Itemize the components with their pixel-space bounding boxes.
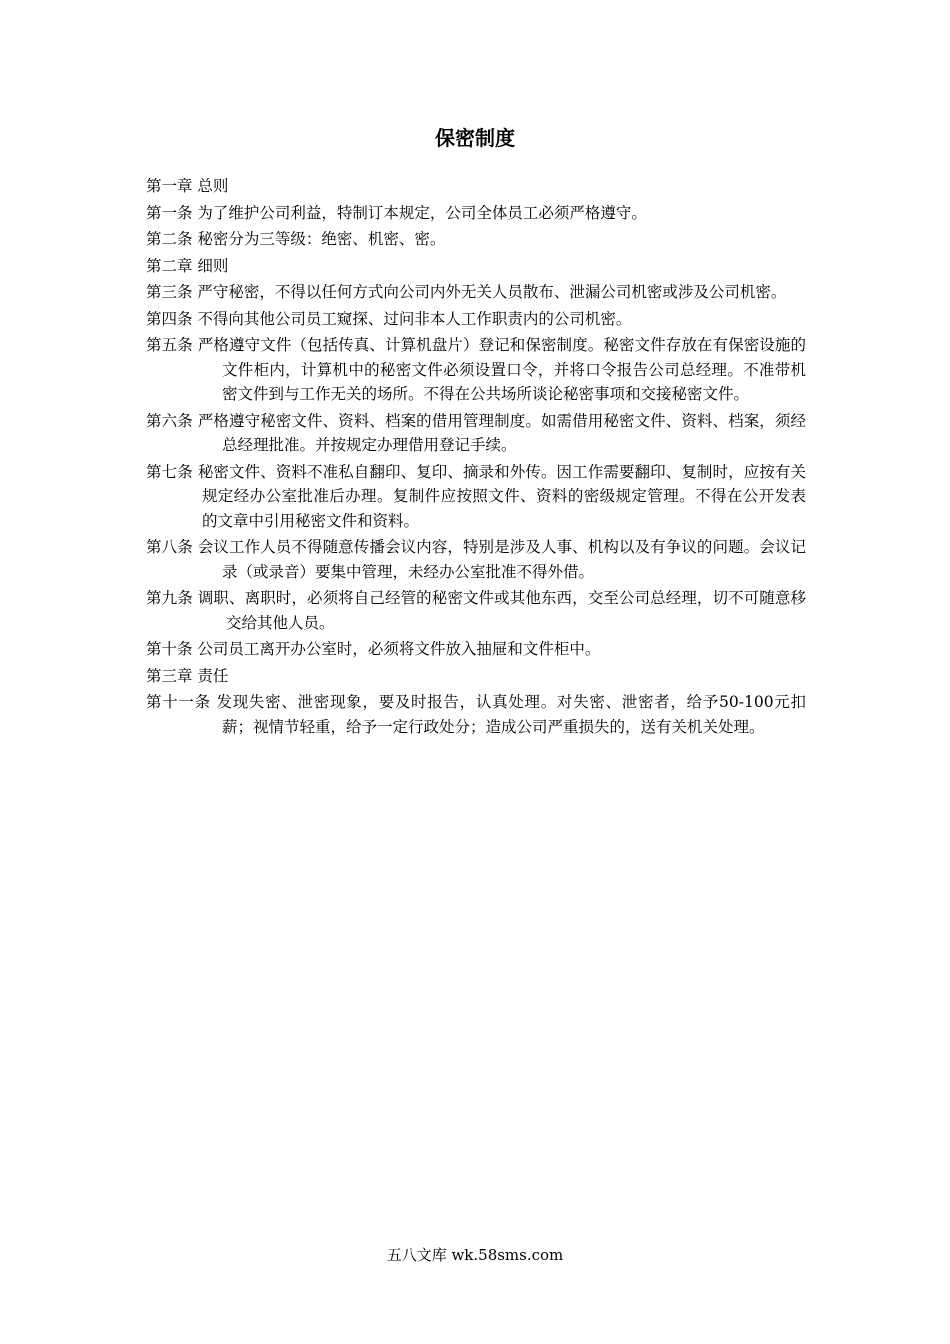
chapter-heading-responsibility: 第三章 责任 — [146, 666, 229, 685]
article-3: 第三条 严守秘密，不得以任何方式向公司内外无关人员散布、泄漏公司机密或涉及公司机密。 — [146, 283, 787, 301]
article-1: 第一条 为了维护公司利益，特制订本规定，公司全体员工必须严格遵守。 — [146, 203, 647, 222]
chapter-heading-details: 第二章 细则 — [146, 256, 229, 275]
chapter-heading-general: 第一章 总则 — [146, 177, 229, 195]
article-5: 第五条 严格遵守文件（包括传真、计算机盘片）登记和保密制度。秘密文件存放在有保密设施的文件柜内，计算机中的秘密文件必须设置口令，并将口令报告公司总经理。不准带机密文件到与工作无关的场所。不得在公共场所谈论秘密事项和交接秘密文件。 — [146, 336, 806, 403]
document-body — [146, 174, 806, 741]
article-2: 第二条 秘密分为三等级：绝密、机密、密。 — [146, 230, 446, 248]
document-title: 保密制度 — [435, 126, 515, 150]
article-8: 第八条 会议工作人员不得随意传播会议内容，特别是涉及人事、机构以及有争议的问题。会议记录（或录音）要集中管理，未经办公室批准不得外借。 — [146, 538, 806, 581]
article-11: 第十一条 发现失密、泄密现象，要及时报告，认真处理。对失密、泄密者，给予50-100元扣薪；视情节轻重，给予一定行政处分；造成公司严重损失的，送有关机关处理。 — [146, 693, 806, 736]
footer-watermark: 五八文库 wk.58sms.com — [386, 1246, 564, 1264]
article-10: 第十条 公司员工离开办公室时，必须将文件放入抽屉和文件柜中。 — [146, 640, 601, 658]
article-4: 第四条 不得向其他公司员工窥探、过问非本人工作职责内的公司机密。 — [146, 309, 632, 328]
article-7: 第七条 秘密文件、资料不准私自翻印、复印、摘录和外传。因工作需要翻印、复制时，应按有关规定经办公室批准后办理。复制件应按照文件、资料的密级规定管理。不得在公开发表的文章中引用秘密文件和资料。 — [146, 462, 806, 530]
article-9: 第九条 调职、离职时，必须将自己经管的秘密文件或其他东西，交至公司总经理，切不可随意移交给其他人员。 — [146, 589, 806, 632]
article-6: 第六条 严格遵守秘密文件、资料、档案的借用管理制度。如需借用秘密文件、资料、档案，须经总经理批准。并按规定办理借用登记手续。 — [146, 411, 806, 454]
